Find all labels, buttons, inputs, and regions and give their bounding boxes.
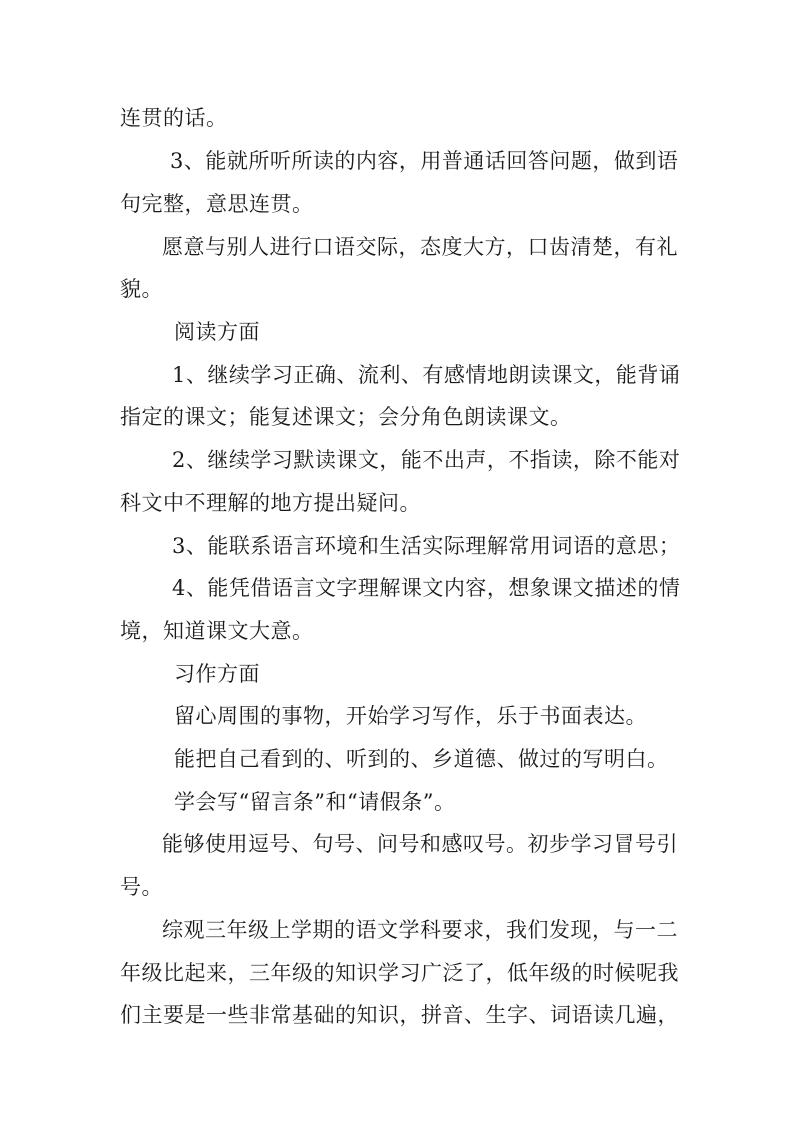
text-line: 1、继续学习正确、流利、有感情地朗读课文，能背诵 bbox=[172, 363, 681, 387]
text-line: 3、能就所听所读的内容，用普通话回答问题，做到语 bbox=[170, 149, 679, 173]
text-line: 2、继续学习默读课文，能不出声，不指读，除不能对 bbox=[172, 448, 681, 472]
text-line: 学会写“留言条”和“请假条”。 bbox=[174, 790, 456, 814]
text-line: 能够使用逗号、句号、问号和感叹号。初步学习冒号引 bbox=[162, 832, 678, 856]
text-line: 指定的课文；能复述课文；会分角色朗读课文。 bbox=[120, 405, 572, 429]
text-line: 留心周围的事物，开始学习写作，乐于书面表达。 bbox=[174, 704, 647, 728]
text-line: 科文中不理解的地方提出疑问。 bbox=[120, 491, 421, 515]
text-line: 3、能联系语言环境和生活实际理解常用词语的意思； bbox=[172, 534, 681, 558]
text-line: 能把自己看到的、听到的、乡道德、做过的写明白。 bbox=[174, 747, 669, 771]
text-line: 号。 bbox=[120, 875, 163, 899]
section-heading: 阅读方面 bbox=[174, 320, 260, 344]
text-line: 年级比起来，三年级的知识学习广泛了，低年级的时候呢我 bbox=[120, 961, 679, 985]
section-heading: 习作方面 bbox=[174, 662, 260, 686]
text-line: 们主要是一些非常基础的知识，拼音、生字、词语读几遍， bbox=[120, 1003, 679, 1027]
text-line: 愿意与别人进行口语交际，态度大方，口齿清楚，有礼 bbox=[162, 235, 678, 259]
text-line: 境，知道课文大意。 bbox=[120, 619, 314, 643]
text-line: 综观三年级上学期的语文学科要求，我们发现，与一二 bbox=[162, 918, 678, 942]
text-line: 句完整，意思连贯。 bbox=[120, 192, 314, 216]
text-line: 4、能凭借语言文字理解课文内容，想象课文描述的情 bbox=[172, 576, 681, 600]
text-line: 貌。 bbox=[120, 277, 163, 301]
text-line: 连贯的话。 bbox=[120, 106, 228, 130]
